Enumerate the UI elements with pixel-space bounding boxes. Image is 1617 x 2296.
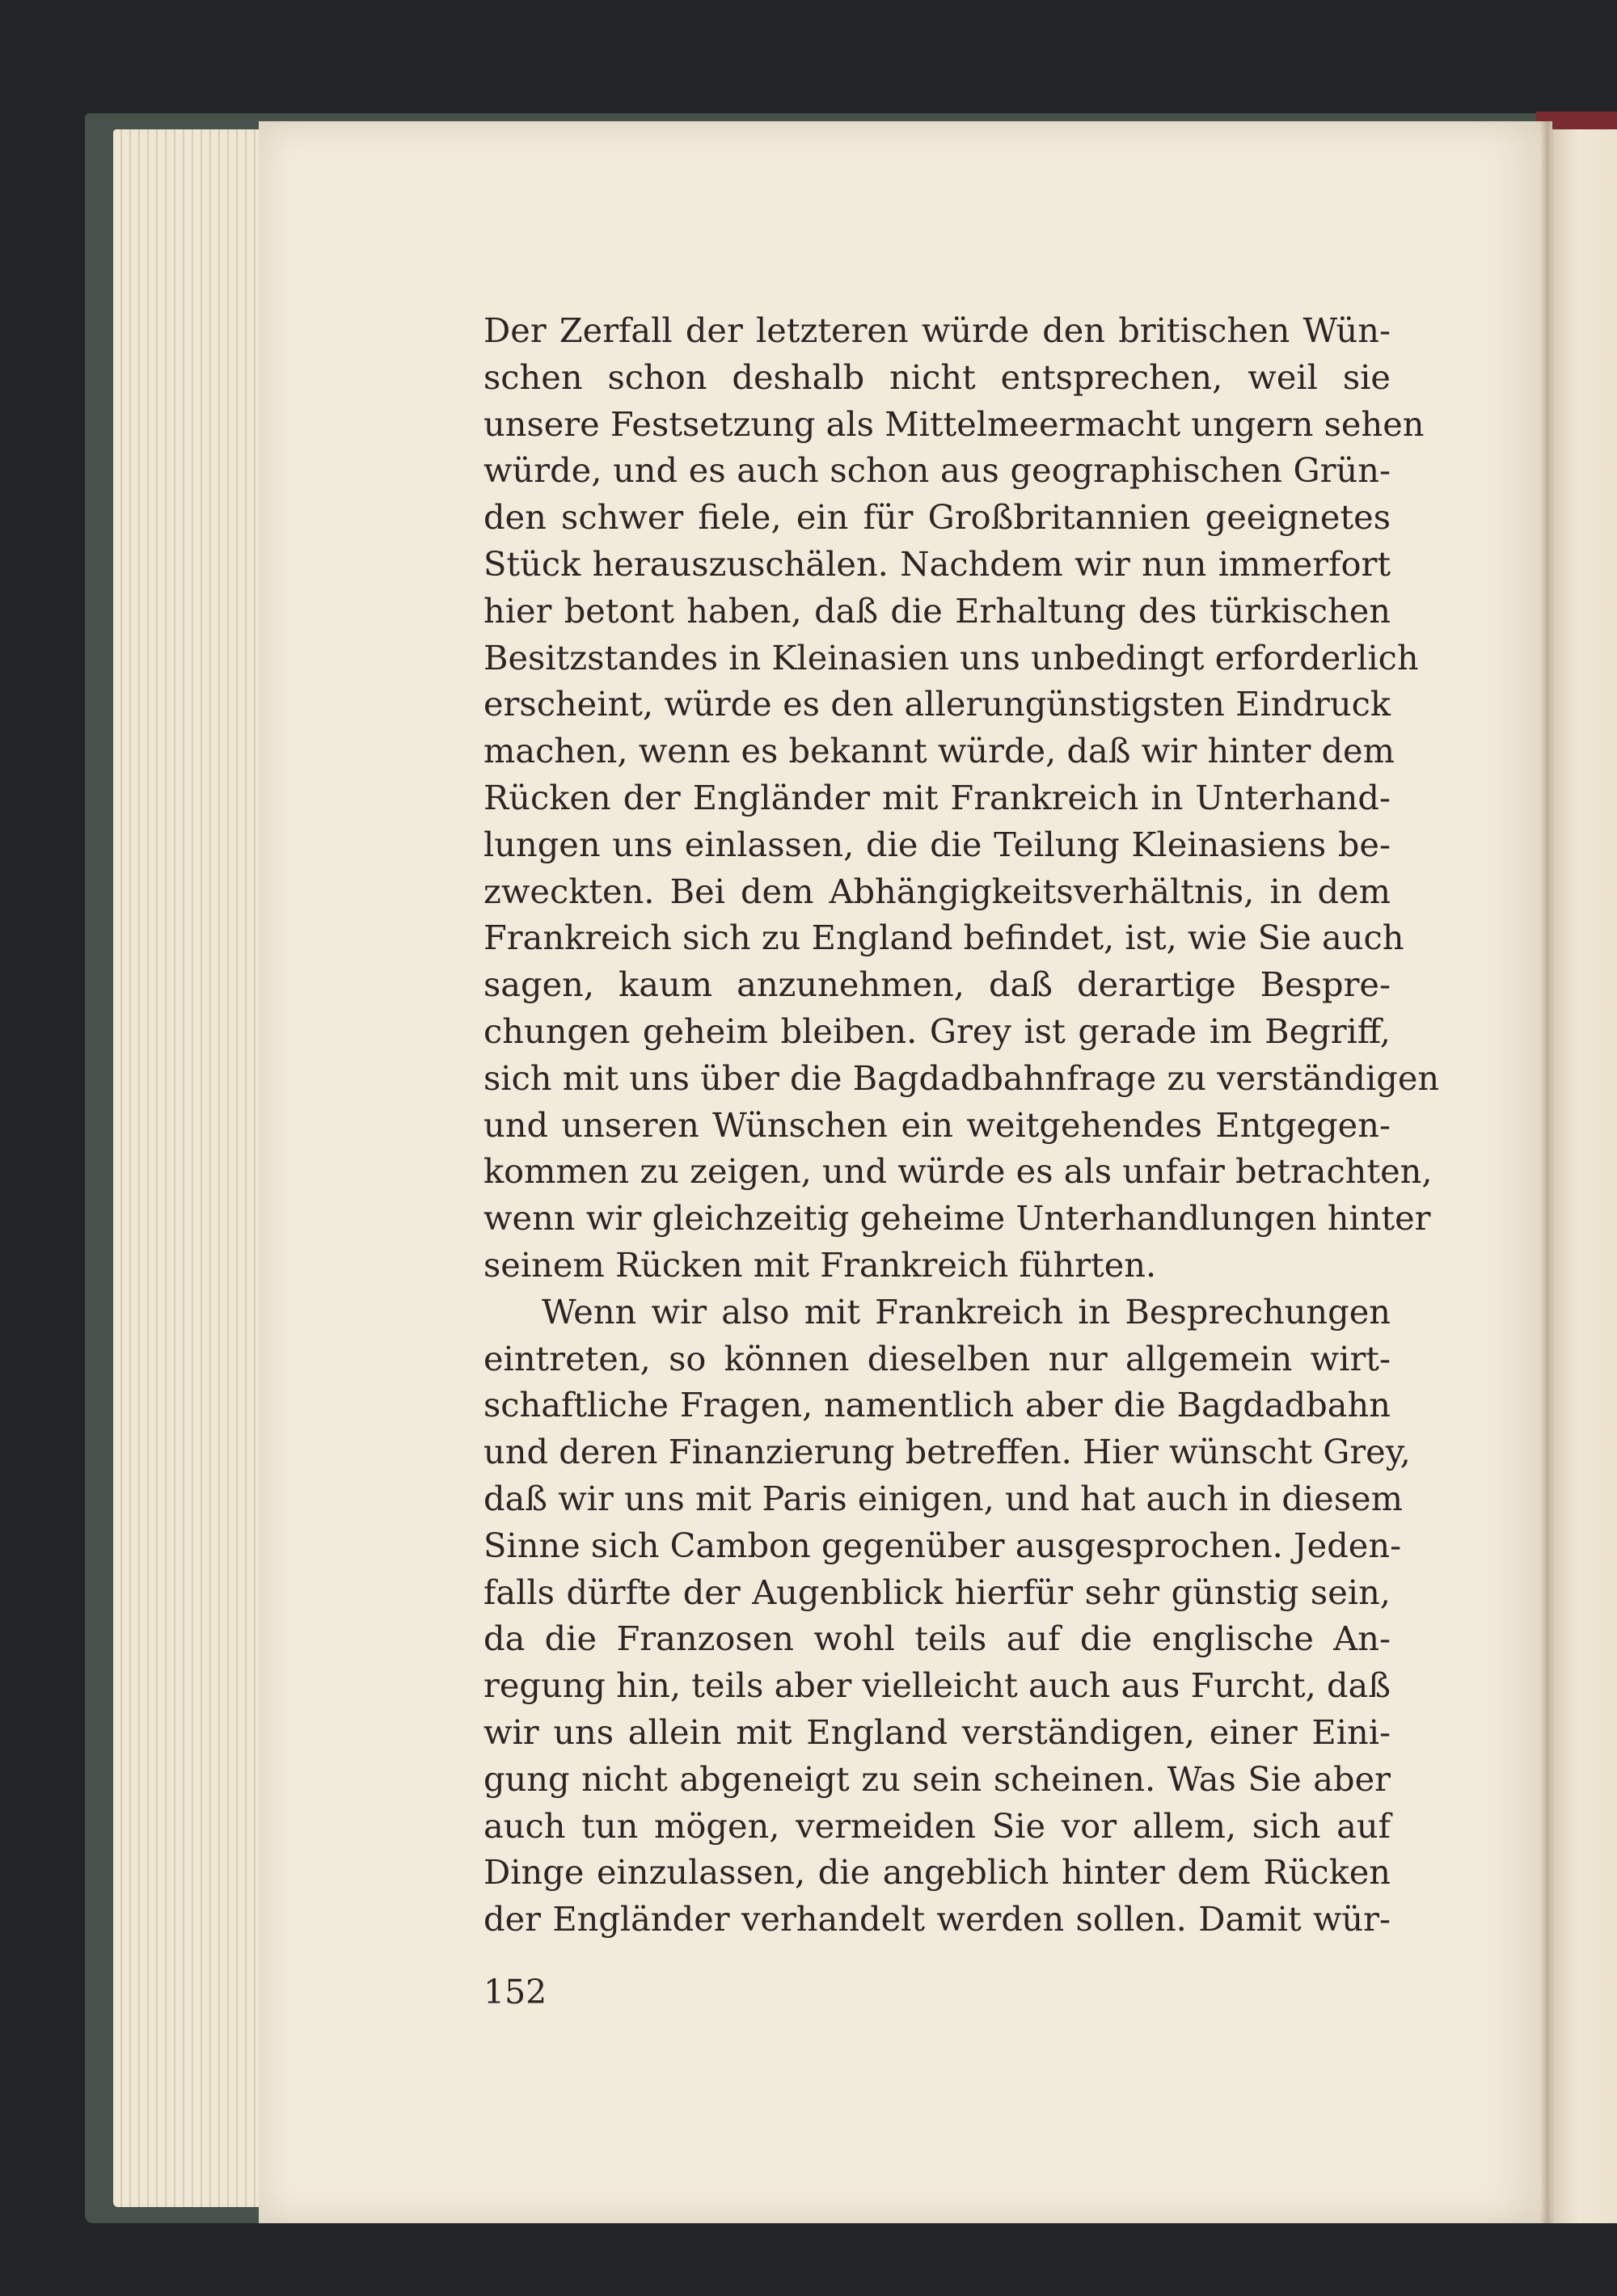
text-line: sagen, kaum anzunehmen, daß derartige Bespre- bbox=[483, 964, 1391, 1005]
text-line: sich mit uns über die Bagdadbahnfrage zu verständigen bbox=[483, 1057, 1440, 1098]
text-line: den schwer fiele, ein für Großbritannien geeignetes bbox=[483, 497, 1391, 538]
page-stack-edges bbox=[113, 129, 275, 2207]
text-line: eintreten, so können dieselben nur allgemein wirt- bbox=[483, 1338, 1391, 1378]
text-line: da die Franzosen wohl teils auf die englische An- bbox=[483, 1619, 1391, 1659]
text-line: der Engländer verhandelt werden sollen. Damit wür- bbox=[483, 1899, 1391, 1939]
text-line: Sinne sich Cambon gegenüber ausgesprochen. Jeden- bbox=[483, 1525, 1402, 1565]
body-text bbox=[483, 307, 1440, 1943]
text-line: schen schon deshalb nicht entsprechen, weil sie bbox=[483, 357, 1391, 397]
text-line: kommen zu zeigen, und würde es als unfair betrachten, bbox=[483, 1151, 1433, 1192]
page-number: 152 bbox=[483, 1973, 547, 2011]
text-line: machen, wenn es bekannt würde, daß wir hinter dem bbox=[483, 731, 1395, 771]
text-line: Rücken der Engländer mit Frankreich in Unterhand- bbox=[483, 777, 1391, 817]
text-line: Frankreich sich zu England befindet, ist, wie Sie auch bbox=[483, 918, 1404, 958]
text-line: seinem Rücken mit Frankreich führten. bbox=[483, 1244, 1157, 1285]
adjacent-page bbox=[1552, 129, 1617, 2223]
text-line: Dinge einzulassen, die angeblich hinter dem Rücken bbox=[483, 1852, 1391, 1893]
text-line: chungen geheim bleiben. Grey ist gerade im Begriff, bbox=[483, 1011, 1391, 1051]
page-gutter bbox=[1540, 121, 1555, 2223]
text-line: falls dürfte der Augenblick hierfür sehr günstig sein, bbox=[483, 1572, 1391, 1612]
text-line: Wenn wir also mit Frankreich in Besprechungen bbox=[542, 1291, 1391, 1332]
text-line: lungen uns einlassen, die die Teilung Kleinasiens be- bbox=[483, 824, 1391, 864]
text-line: erscheint, würde es den allerungünstigsten Eindruck bbox=[483, 684, 1391, 724]
text-line: wenn wir gleichzeitig geheime Unterhandlungen hinter bbox=[483, 1198, 1431, 1239]
text-line: auch tun mögen, vermeiden Sie vor allem, sich auf bbox=[483, 1805, 1391, 1846]
text-line: Stück herauszuschälen. Nachdem wir nun immerfort bbox=[483, 543, 1391, 584]
text-line: und unseren Wünschen ein weitgehendes Entgegen- bbox=[483, 1104, 1391, 1145]
text-line: hier betont haben, daß die Erhaltung des türkischen bbox=[483, 590, 1391, 631]
text-line: würde, und es auch schon aus geographischen Grün- bbox=[483, 450, 1391, 491]
text-line: daß wir uns mit Paris einigen, und hat auch in diesem bbox=[483, 1478, 1403, 1518]
text-line: Besitzstandes in Kleinasien uns unbedingt erforderlich bbox=[483, 637, 1419, 677]
text-line: schaftliche Fragen, namentlich aber die Bagdadbahn bbox=[483, 1385, 1391, 1425]
text-line: regung hin, teils aber vielleicht auch aus Furcht, daß bbox=[483, 1665, 1391, 1706]
text-line: wir uns allein mit England verständigen, einer Eini- bbox=[483, 1711, 1391, 1752]
text-line: unsere Festsetzung als Mittelmeermacht ungern sehen bbox=[483, 403, 1425, 444]
text-line: zweckten. Bei dem Abhängigkeitsverhältnis, in dem bbox=[483, 871, 1391, 911]
text-line: Der Zerfall der letzteren würde den britischen Wün- bbox=[483, 310, 1391, 350]
text-line: gung nicht abgeneigt zu sein scheinen. Was Sie aber bbox=[483, 1758, 1391, 1799]
text-line: und deren Finanzierung betreffen. Hier wünscht Grey, bbox=[483, 1432, 1411, 1472]
